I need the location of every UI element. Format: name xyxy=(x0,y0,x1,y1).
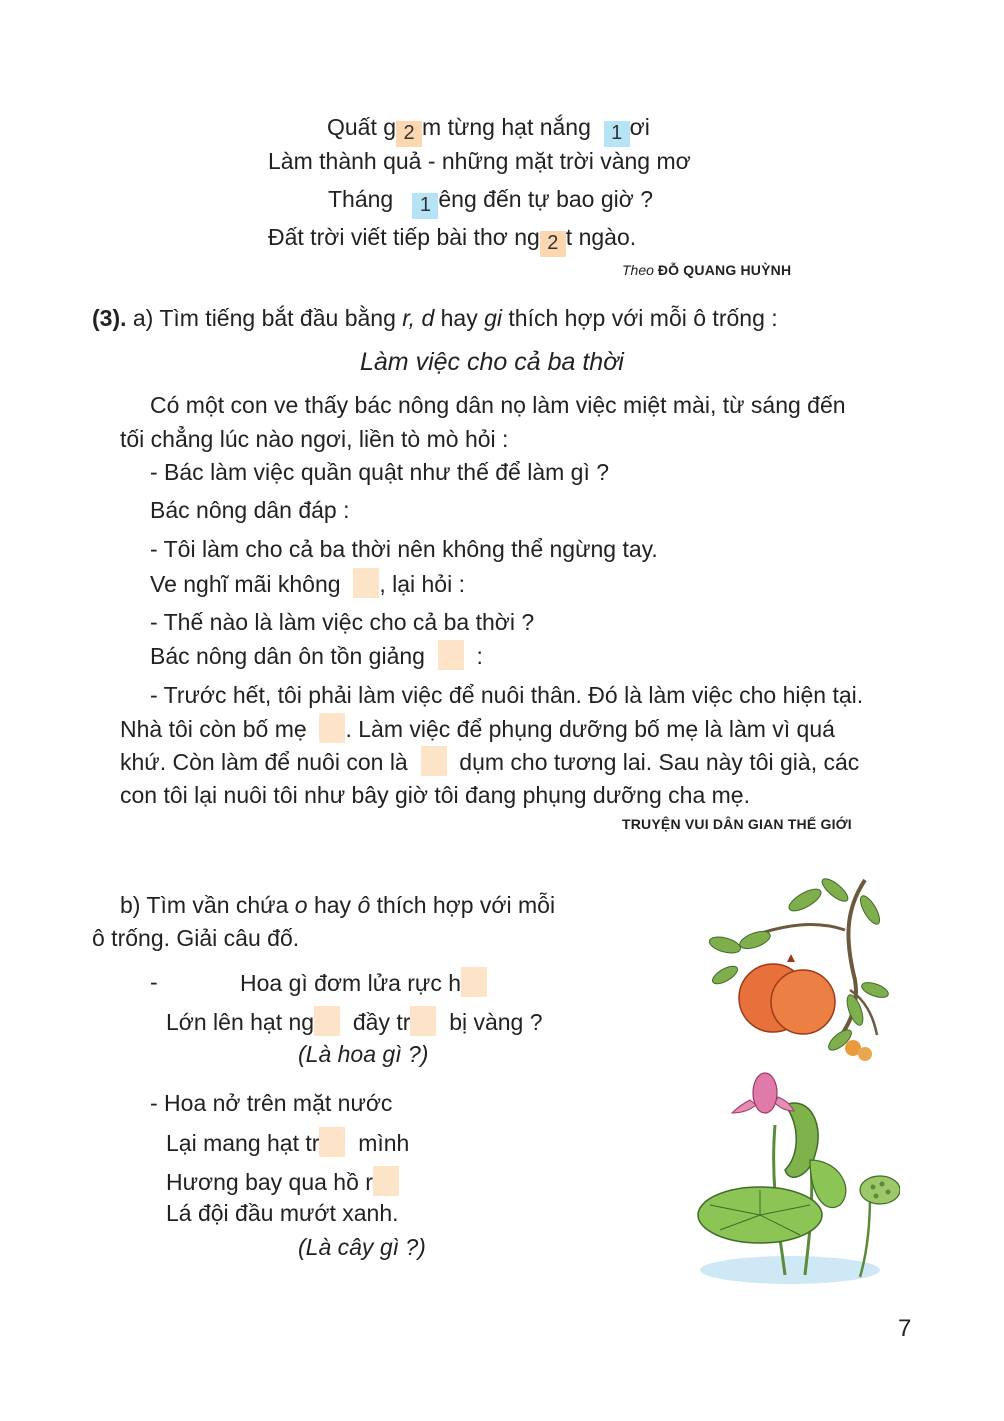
exercise-3b-instruction xyxy=(120,890,555,920)
story-line xyxy=(120,713,835,744)
story-line: - Bác làm việc quần quật như thế để làm gì ? xyxy=(150,459,610,485)
blank-box xyxy=(438,640,464,670)
blank-box xyxy=(410,1006,436,1036)
riddle-text: mình xyxy=(358,1130,410,1156)
story-text: Bác nông dân ôn tồn giảng xyxy=(150,643,425,669)
story-credit: TRUYỆN VUI DÂN GIAN THẾ GIỚI xyxy=(622,816,852,832)
story-text: Nhà tôi còn bố mẹ xyxy=(120,716,307,742)
poem-text: m từng hạt nắng xyxy=(422,114,591,140)
story-text: : xyxy=(476,643,483,669)
poem-credit xyxy=(622,262,791,278)
blank-box xyxy=(319,1127,345,1157)
riddle-2-line-3 xyxy=(166,1166,399,1197)
riddle-1-question: (Là hoa gì ?) xyxy=(298,1041,429,1067)
answer-box: 2 xyxy=(396,121,422,147)
poem-line-1 xyxy=(327,112,650,147)
exercise-number: (3). xyxy=(92,305,127,331)
blank-box xyxy=(319,713,345,743)
instruction-text: thích hợp với mỗi ô trống : xyxy=(508,305,778,331)
instruction-text: hay xyxy=(313,892,352,918)
riddle-text: Hương bay qua hồ r xyxy=(166,1169,373,1195)
blank-box xyxy=(461,967,487,997)
answer-box: 1 xyxy=(412,193,438,219)
riddle-text: Lại mang hạt tr xyxy=(166,1130,320,1156)
riddle-text: đầy tr xyxy=(352,1009,411,1035)
riddle-text: Lớn lên hạt ng xyxy=(166,1009,315,1035)
riddle-2-line-1: - Hoa nở trên mặt nước xyxy=(150,1090,393,1116)
story-text: dụm cho tương lai. Sau này tôi già, các xyxy=(459,749,860,775)
riddle-1-line-1 xyxy=(240,967,487,998)
poem-line-3 xyxy=(328,184,653,219)
letter-o-hat: ô xyxy=(357,892,371,918)
riddle-2-line-4: Lá đội đầu mướt xanh. xyxy=(166,1200,399,1226)
story-line xyxy=(120,746,859,777)
answer-box: 1 xyxy=(604,121,630,147)
answer-box: 2 xyxy=(540,231,566,257)
poem-text: Quất g xyxy=(327,114,397,140)
story-text: khứ. Còn làm để nuôi con là xyxy=(120,749,408,775)
riddle-1-line-2 xyxy=(166,1006,543,1037)
story-text: . Làm việc để phụng dưỡng bố mẹ là làm vì quá xyxy=(345,716,835,742)
pomegranate-illustration xyxy=(695,870,895,1070)
story-title: Làm việc cho cả ba thời xyxy=(360,348,624,376)
letter-gi: gi xyxy=(484,305,503,331)
story-line xyxy=(150,568,465,599)
riddle-2-question: (Là cây gì ?) xyxy=(298,1234,426,1260)
instruction-text: hay xyxy=(440,305,478,331)
credit-prefix: Theo xyxy=(622,262,654,278)
blank-box xyxy=(314,1006,340,1036)
poem-text: êng đến tự bao giờ ? xyxy=(438,186,654,212)
instruction-text: a) Tìm tiếng bắt đầu bằng xyxy=(132,305,396,331)
lotus-illustration xyxy=(690,1065,900,1290)
letter-o: o xyxy=(294,892,308,918)
story-text: , lại hỏi : xyxy=(379,571,465,597)
story-line: Bác nông dân đáp : xyxy=(150,497,350,523)
credit-author: ĐỖ QUANG HUỲNH xyxy=(657,262,792,278)
poem-text: Đất trời viết tiếp bài thơ ng xyxy=(268,224,540,250)
poem-text: ơi xyxy=(629,114,650,140)
riddle-text: Hoa gì đơm lửa rực h xyxy=(240,970,462,996)
instruction-text: thích hợp với mỗi xyxy=(376,892,556,918)
exercise-3b-instruction-2: ô trống. Giải câu đố. xyxy=(92,925,300,951)
story-line: - Tôi làm cho cả ba thời nên không thể ngừng tay. xyxy=(150,536,658,562)
poem-text: Tháng xyxy=(328,186,394,212)
story-line: tối chẳng lúc nào ngơi, liền tò mò hỏi : xyxy=(120,426,509,452)
blank-box xyxy=(373,1166,399,1196)
blank-box xyxy=(421,746,447,776)
letter-r: r, xyxy=(402,305,416,331)
story-line: Có một con ve thấy bác nông dân nọ làm việc miệt mài, từ sáng đến xyxy=(150,392,846,418)
riddle-text: bị vàng ? xyxy=(449,1009,543,1035)
story-text: Ve nghĩ mãi không xyxy=(150,571,341,597)
story-line: - Trước hết, tôi phải làm việc để nuôi thân. Đó là làm việc cho hiện tại. xyxy=(150,682,864,708)
blank-box xyxy=(353,568,379,598)
exercise-3a-instruction xyxy=(92,303,778,333)
story-line xyxy=(150,640,483,671)
story-line: con tôi lại nuôi tôi như bây giờ tôi đang phụng dưỡng cha mẹ. xyxy=(120,782,750,808)
poem-line-4 xyxy=(268,222,636,257)
riddle-2-line-2 xyxy=(166,1127,409,1158)
page-number: 7 xyxy=(898,1315,912,1342)
poem-text: t ngào. xyxy=(565,224,637,250)
letter-d: d xyxy=(421,305,435,331)
poem-line-2: Làm thành quả - những mặt trời vàng mơ xyxy=(268,148,691,174)
story-line: - Thế nào là làm việc cho cả ba thời ? xyxy=(150,609,535,635)
riddle-dash: - xyxy=(150,969,158,995)
instruction-text: b) Tìm vần chứa xyxy=(120,892,289,918)
